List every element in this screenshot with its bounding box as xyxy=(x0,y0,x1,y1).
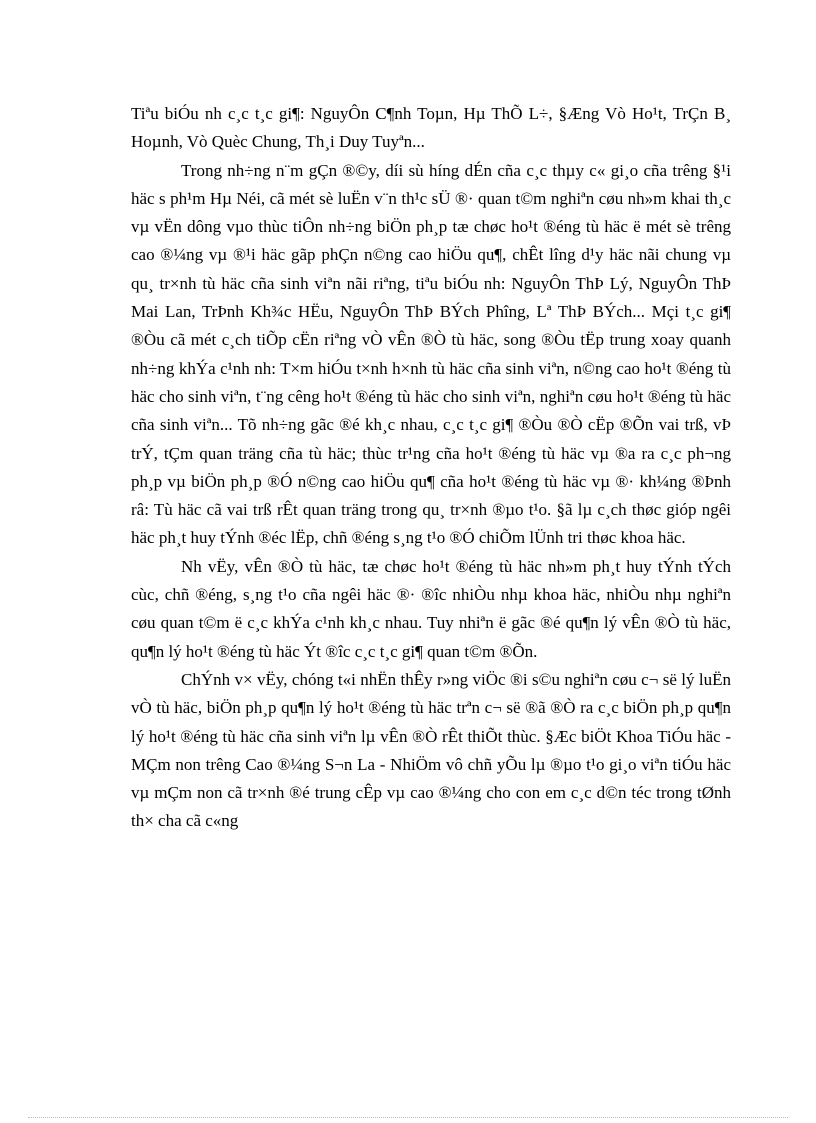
paragraph-recent-theses: Trong nh÷ng n¨m gÇn ®©y, díi sù híng dÉn cña c¸c thµy c« gi¸o cña trêng §¹i häc s ph¹m Hµ Néi, cã mét sè luËn v¨n th¹c sÜ ®· quan t©m nghiªn cøu nh»m khai th¸c vµ vËn dông vµo thùc tiÔn nh÷ng biÖn ph¸p tæ chøc ho¹t ®éng tù häc ë mét sè trêng cao ®¼ng vµ ®¹i häc gãp phÇn n©ng cao hiÖu qu¶, chÊt lîng d¹y häc nãi chung vµ qu¸ tr×nh tù häc cña sinh viªn nãi riªng, tiªu biÓu nh: NguyÔn ThÞ Lý, NguyÔn ThÞ Mai Lan, TrÞnh Kh¾c HËu, NguyÔn ThÞ BÝch Phîng, Lª ThÞ BÝch... Mçi t¸c gi¶ ®Òu cã mét c¸ch tiÕp cËn riªng vÒ vÊn ®Ò tù häc, song ®Òu tËp trung xoay quanh nh÷ng khÝa c¹nh nh: T×m hiÓu t×nh h×nh tù häc cña sinh viªn, n©ng cao ho¹t ®éng tù häc cho sinh viªn, t¨ng cêng ho¹t ®éng tù häc cho sinh viªn, nghiªn cøu ho¹t ®éng tù häc cña sinh viªn... Tõ nh÷ng gãc ®é kh¸c nhau, c¸c t¸c gi¶ ®Òu ®Ò cËp ®Õn vai trß, vÞ trÝ, tÇm quan träng cña tù häc; thùc tr¹ng cña ho¹t ®éng tù häc vµ ®a ra c¸c ph¬ng ph¸p vµ biÖn ph¸p ®Ó n©ng cao hiÖu qu¶ cña ho¹t ®éng tù häc vµ ®· kh¼ng ®Þnh râ: Tù häc cã vai trß rÊt quan träng trong qu¸ tr×nh ®µo t¹o. §ã lµ c¸ch thøc gióp ngêi häc ph¸t huy tÝnh ®éc lËp, chñ ®éng s¸ng t¹o ®Ó chiÕm lÜnh tri thøc khoa häc. xyxy=(131,160,731,548)
paragraph-summary: Nh vËy, vÊn ®Ò tù häc, tæ chøc ho¹t ®éng tù häc nh»m ph¸t huy tÝnh tÝch cùc, chñ ®éng, s¸ng t¹o cña ngêi häc ®· ®îc nhiÒu nhµ khoa häc, nhiÒu nhµ nghiªn cøu quan t©m ë c¸c khÝa c¹nh kh¸c nhau. Tuy nhiªn ë gãc ®é qu¶n lý vÊn ®Ò tù häc, qu¶n lý ho¹t ®éng tù häc Ýt ®îc c¸c t¸c gi¶ quan t©m ®Õn. xyxy=(131,556,731,661)
paragraph-rationale: ChÝnh v× vËy, chóng t«i nhËn thÊy r»ng viÖc ®i s©u nghiªn cøu c¬ së lý luËn vÒ tù häc, biÖn ph¸p qu¶n lý ho¹t ®éng tù häc trªn c¬ së ®ã ®Ò ra c¸c biÖn ph¸p qu¶n lý ho¹t ®éng tù häc cña sinh viªn lµ vÊn ®Ò rÊt thiÕt thùc. §Æc biÖt Khoa TiÓu häc - MÇm non trêng Cao ®¼ng S¬n La - NhiÖm vô chñ yÕu lµ ®µo t¹o gi¸o viªn tiÓu häc vµ mÇm non cã tr×nh ®é trung cÊp vµ cao ®¼ng cho con em c¸c d©n téc trong tØnh th× cha cã c«ng xyxy=(131,669,731,831)
page-footer-divider xyxy=(28,1117,788,1118)
paragraph-continued: Tiªu biÓu nh c¸c t¸c gi¶: NguyÔn C¶nh Toµn, Hµ ThÕ L÷, §Æng Vò Ho¹t, TrÇn B¸ Hoµnh, Vò Quèc Chung, Th¸i Duy Tuyªn... xyxy=(131,104,731,152)
body-text xyxy=(131,100,731,836)
